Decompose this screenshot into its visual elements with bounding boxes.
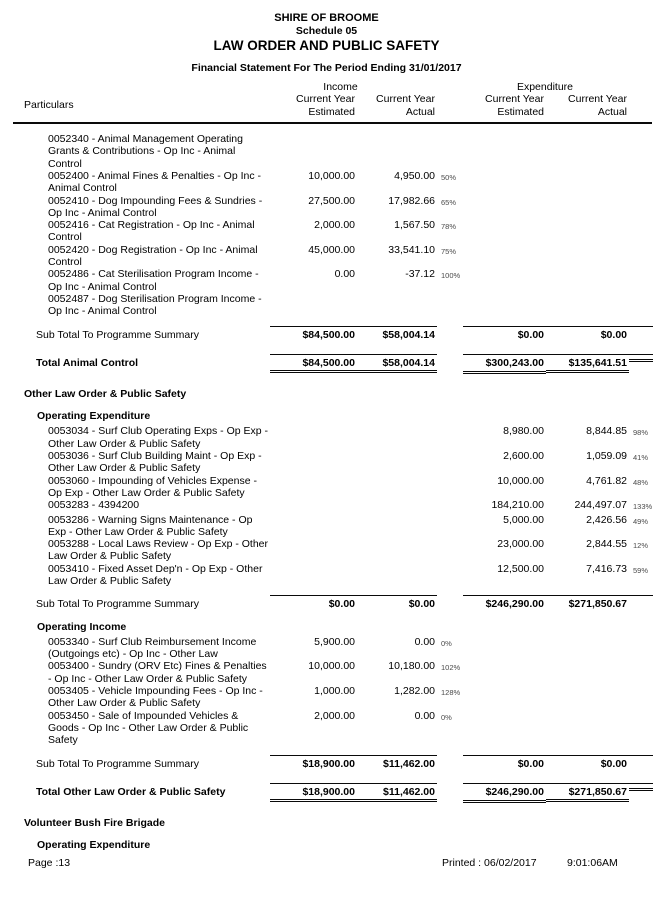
income-actual-cell: [357, 293, 437, 294]
expenditure-actual-cell: $135,641.51: [546, 354, 629, 373]
particulars-cell: 0052420 - Dog Registration - Op Inc - Animal Control: [48, 243, 258, 269]
income-estimated-cell: $18,900.00: [270, 755, 357, 770]
expenditure-actual-cell: [546, 839, 629, 840]
particulars-cell: 0052487 - Dog Sterilisation Program Income - Op Inc - Animal Control: [48, 292, 262, 318]
detail-row: [24, 475, 653, 500]
income-estimated-column-header: [270, 93, 357, 118]
particulars-cell: 0052400 - Animal Fines & Penalties - Op Inc - Animal Control: [48, 169, 262, 195]
income-estimated-cell: 45,000.00: [308, 243, 355, 256]
particulars-cell: 0053060 - Impounding of Vehicles Expense - Op Exp - Other Law Order & Public Safety: [48, 474, 257, 499]
expenditure-percent-cell: [629, 268, 653, 271]
table-column-header: [13, 81, 652, 124]
income-estimated-cell: 1,000.00: [314, 685, 355, 698]
detail-row: [24, 219, 653, 244]
income-actual-cell: [357, 425, 437, 426]
expenditure-estimated-cell: [463, 133, 546, 134]
income-actual-cell: [357, 817, 437, 818]
detail-row: [24, 660, 653, 685]
detail-row: [24, 499, 653, 513]
subsection-row: [24, 621, 653, 633]
income-actual-cell: 4,950.00: [394, 169, 435, 182]
income-actual-cell: [357, 563, 437, 564]
expenditure-estimated-cell: [463, 710, 546, 711]
expenditure-percent-cell: [629, 219, 653, 222]
income-percent-cell: 100%: [441, 271, 461, 281]
subsection-row: [24, 410, 653, 422]
detail-row: [24, 710, 653, 747]
detail-row: [24, 170, 653, 195]
income-estimated-cell: 2,000.00: [314, 709, 355, 722]
particulars-cell: 0053450 - Sale of Impounded Vehicles & Goods - Op Inc - Other Law Order & Public Safety: [48, 709, 249, 747]
total-row: [24, 354, 653, 374]
income-estimated-cell: [270, 475, 357, 476]
expenditure-percent-cell: [629, 293, 653, 296]
expenditure-actual-cell: [546, 293, 629, 294]
spacer: [437, 81, 463, 93]
income-percent-cell: [437, 354, 463, 357]
income-percent-cell: 0%: [441, 712, 452, 722]
income-percent-cell: 128%: [441, 688, 461, 698]
table-body: [24, 124, 653, 851]
income-actual-cell: [357, 621, 437, 622]
income-percent-cell: [437, 817, 463, 820]
income-estimated-cell: [270, 450, 357, 451]
income-actual-cell: [357, 388, 437, 389]
expenditure-actual-column-header: [546, 93, 629, 118]
detail-row: [24, 636, 653, 661]
particulars-cell: 0052410 - Dog Impounding Fees & Sundries - Op Inc - Animal Control: [48, 194, 263, 219]
expenditure-estimated-cell: [463, 170, 546, 171]
income-percent-cell: [437, 595, 463, 598]
income-estimated-cell: [270, 410, 357, 411]
income-group-label: Income: [323, 81, 358, 94]
income-percent-cell: 75%: [441, 246, 457, 256]
income-percent-cell: [437, 475, 463, 478]
income-actual-cell: 1,567.50: [394, 219, 435, 232]
particulars-cell: Sub Total To Programme Summary: [36, 328, 200, 341]
income-estimated-cell: $0.00: [270, 595, 357, 610]
expenditure-estimated-cell: 12,500.00: [497, 562, 544, 575]
income-estimated-cell: [270, 839, 357, 840]
page-number: Page :13: [28, 857, 71, 869]
income-actual-cell: $0.00: [357, 595, 437, 610]
expenditure-actual-cell: 7,416.73: [586, 562, 627, 575]
expenditure-estimated-cell: [463, 685, 546, 686]
income-actual-column-header: [357, 93, 437, 118]
income-percent-cell: 78%: [441, 222, 457, 232]
income-percent-cell: [437, 499, 463, 502]
detail-row: [24, 268, 653, 293]
income-estimated-cell: 0.00: [334, 268, 355, 281]
expenditure-percent-cell: 41%: [633, 453, 649, 463]
detail-row: [24, 195, 653, 220]
expenditure-actual-cell: [546, 817, 629, 818]
subtotal-row: [24, 595, 653, 610]
expenditure-estimated-cell: [463, 839, 546, 840]
expenditure-actual-cell: $271,850.67: [546, 595, 629, 610]
income-percent-cell: [437, 563, 463, 566]
income-actual-cell: [357, 538, 437, 539]
expenditure-actual-cell: [546, 685, 629, 686]
expenditure-actual-cell: $0.00: [546, 326, 629, 341]
expenditure-actual-cell: 2,426.56: [586, 513, 627, 526]
expenditure-estimated-cell: [463, 636, 546, 637]
expenditure-percent-cell: [629, 839, 653, 842]
expenditure-actual-cell: [546, 388, 629, 389]
detail-row: [24, 293, 653, 318]
expenditure-estimated-cell: 8,980.00: [503, 425, 544, 438]
income-estimated-cell: [270, 388, 357, 389]
estimated-label: Estimated: [308, 105, 355, 118]
expenditure-percent-cell: [629, 170, 653, 173]
expenditure-percent-cell: [629, 660, 653, 663]
particulars-cell: 0053410 - Fixed Asset Dep'n - Op Exp - Other Law Order & Public Safety: [48, 562, 263, 587]
particulars-cell: Volunteer Bush Fire Brigade: [24, 816, 165, 829]
expenditure-percent-cell: [629, 133, 653, 136]
expenditure-percent-cell: [629, 388, 653, 391]
current-year-label: Current Year: [376, 93, 435, 106]
particulars-cell: 0053286 - Warning Signs Maintenance - Op Exp - Other Law Order & Public Safety: [48, 513, 253, 538]
expenditure-actual-cell: 2,844.55: [586, 538, 627, 551]
total-row: [24, 783, 653, 803]
income-estimated-cell: [270, 425, 357, 426]
expenditure-estimated-cell: $246,290.00: [463, 595, 546, 610]
income-percent-cell: 102%: [441, 663, 461, 673]
expenditure-percent-cell: 59%: [633, 565, 649, 575]
income-percent-cell: [437, 425, 463, 428]
expenditure-actual-cell: 4,761.82: [586, 474, 627, 487]
income-estimated-cell: [270, 621, 357, 622]
printed-time: 9:01:06AM: [567, 857, 618, 869]
expenditure-actual-cell: $271,850.67: [546, 783, 629, 802]
income-percent-cell: [437, 450, 463, 453]
expenditure-actual-cell: 8,844.85: [586, 425, 627, 438]
income-percent-cell: 65%: [441, 197, 457, 207]
subtotal-row: [24, 755, 653, 770]
spacer: [24, 81, 270, 93]
section-row: [24, 388, 653, 400]
expenditure-percent-cell: [629, 817, 653, 820]
income-actual-cell: [357, 839, 437, 840]
expenditure-actual-cell: [546, 710, 629, 711]
expenditure-actual-cell: [546, 410, 629, 411]
detail-row: [24, 514, 653, 539]
expenditure-group-label: Expenditure: [516, 81, 574, 94]
income-actual-cell: [357, 475, 437, 476]
income-actual-cell: 33,541.10: [388, 243, 435, 256]
particulars-cell: Operating Income: [37, 620, 127, 633]
income-estimated-cell: $84,500.00: [270, 326, 357, 341]
report-title: LAW ORDER AND PUBLIC SAFETY: [213, 37, 440, 53]
particulars-cell: Sub Total To Programme Summary: [36, 598, 200, 611]
estimated-label: Estimated: [497, 105, 544, 118]
income-actual-cell: 0.00: [414, 635, 435, 648]
expenditure-estimated-cell: [463, 660, 546, 661]
income-estimated-cell: 10,000.00: [308, 660, 355, 673]
expenditure-actual-cell: 1,059.09: [586, 450, 627, 463]
expenditure-estimated-cell: 2,600.00: [503, 450, 544, 463]
expenditure-estimated-column-header: [463, 93, 546, 118]
expenditure-percent-cell: [629, 195, 653, 198]
income-estimated-cell: 2,000.00: [314, 219, 355, 232]
actual-label: Actual: [405, 105, 435, 118]
particulars-cell: 0053288 - Local Laws Review - Op Exp - Other Law Order & Public Safety: [48, 538, 269, 563]
expenditure-actual-cell: [546, 244, 629, 245]
income-percent-cell: [437, 514, 463, 517]
income-actual-cell: 10,180.00: [388, 660, 435, 673]
particulars-cell: 0052486 - Cat Sterilisation Program Income - Op Inc - Animal Control: [48, 268, 259, 293]
current-year-label: Current Year: [296, 93, 355, 106]
expenditure-actual-cell: [546, 621, 629, 622]
subsection-row: [24, 839, 653, 851]
income-estimated-cell: [270, 563, 357, 564]
particulars-cell: 0053034 - Surf Club Operating Exps - Op Exp - Other Law Order & Public Safety: [48, 425, 269, 450]
income-actual-cell: 1,282.00: [394, 685, 435, 698]
expenditure-percent-cell: [629, 710, 653, 713]
expenditure-actual-cell: [546, 636, 629, 637]
expenditure-actual-cell: [546, 195, 629, 196]
schedule-number: Schedule 05: [295, 25, 358, 38]
expenditure-estimated-cell: $0.00: [463, 755, 546, 770]
expenditure-estimated-cell: 10,000.00: [497, 474, 544, 487]
expenditure-percent-cell: [629, 755, 653, 759]
current-year-label: Current Year: [485, 93, 544, 106]
expenditure-actual-cell: 244,497.07: [574, 499, 627, 512]
particulars-cell: 0053283 - 4394200: [48, 499, 140, 512]
expenditure-percent-cell: [629, 595, 653, 599]
income-percent-cell: 50%: [441, 172, 457, 182]
particulars-cell: Operating Expenditure: [37, 839, 151, 852]
expenditure-estimated-cell: 23,000.00: [497, 538, 544, 551]
expenditure-estimated-cell: $0.00: [463, 326, 546, 341]
expenditure-percent-cell: [629, 326, 653, 330]
printed-date: Printed : 06/02/2017: [442, 857, 537, 869]
expenditure-estimated-cell: [463, 244, 546, 245]
detail-row: [24, 450, 653, 475]
income-estimated-cell: 10,000.00: [308, 169, 355, 182]
expenditure-estimated-cell: 184,210.00: [491, 499, 544, 512]
expenditure-actual-cell: [546, 170, 629, 171]
subtotal-row: [24, 326, 653, 341]
particulars-cell: 0053405 - Vehicle Impounding Fees - Op Inc - Other Law Order & Public Safety: [48, 685, 263, 710]
income-estimated-cell: 27,500.00: [308, 194, 355, 207]
document-header: [0, 12, 653, 74]
detail-row: [24, 538, 653, 563]
income-actual-cell: -37.12: [405, 268, 435, 281]
income-percent-cell: [437, 326, 463, 329]
income-estimated-cell: [270, 293, 357, 294]
expenditure-percent-cell: 49%: [633, 516, 649, 526]
expenditure-percent-cell: 48%: [633, 477, 649, 487]
expenditure-estimated-cell: [463, 410, 546, 411]
expenditure-estimated-cell: 5,000.00: [503, 513, 544, 526]
income-actual-cell: [357, 450, 437, 451]
income-estimated-cell: [270, 817, 357, 818]
expenditure-actual-cell: [546, 219, 629, 220]
organisation-name: SHIRE OF BROOME: [274, 12, 379, 24]
income-percent-cell: [437, 783, 463, 786]
current-year-label: Current Year: [568, 93, 627, 106]
income-estimated-cell: $18,900.00: [270, 783, 357, 802]
expenditure-percent-cell: [629, 244, 653, 247]
expenditure-actual-cell: $0.00: [546, 755, 629, 770]
income-percent-cell: [437, 538, 463, 541]
report-period: Financial Statement For The Period Ending 31/01/2017: [191, 61, 462, 74]
detail-row: [24, 133, 653, 170]
particulars-column-header: Particulars: [24, 98, 74, 111]
income-actual-cell: $11,462.00: [357, 783, 437, 802]
section-row: [24, 817, 653, 829]
expenditure-percent-cell: [629, 783, 653, 791]
expenditure-percent-cell: 98%: [633, 428, 649, 438]
expenditure-actual-cell: [546, 660, 629, 661]
expenditure-percent-cell: 12%: [633, 541, 649, 551]
particulars-cell: Sub Total To Programme Summary: [36, 757, 200, 770]
income-actual-cell: $58,004.14: [357, 354, 437, 373]
expenditure-estimated-cell: [463, 195, 546, 196]
income-actual-cell: 17,982.66: [388, 194, 435, 207]
expenditure-percent-cell: 133%: [633, 502, 653, 512]
income-percent-cell: [437, 293, 463, 296]
income-actual-cell: $11,462.00: [357, 755, 437, 770]
income-estimated-cell: 5,900.00: [314, 635, 355, 648]
income-actual-cell: [357, 410, 437, 411]
detail-row: [24, 425, 653, 450]
income-estimated-cell: [270, 133, 357, 134]
income-percent-cell: 0%: [441, 638, 452, 648]
income-estimated-cell: [270, 499, 357, 500]
income-actual-cell: [357, 514, 437, 515]
income-estimated-cell: [270, 514, 357, 515]
income-percent-cell: [437, 133, 463, 136]
particulars-cell: 0052340 - Animal Management Operating Grants & Contributions - Op Inc - Animal Control: [48, 133, 243, 170]
page-footer: [0, 857, 653, 871]
income-percent-cell: [437, 388, 463, 391]
income-actual-cell: $58,004.14: [357, 326, 437, 341]
income-percent-cell: [437, 839, 463, 842]
expenditure-estimated-cell: [463, 293, 546, 294]
income-percent-cell: [437, 410, 463, 413]
expenditure-estimated-cell: [463, 817, 546, 818]
income-actual-cell: [357, 133, 437, 134]
expenditure-actual-cell: [546, 133, 629, 134]
expenditure-estimated-cell: [463, 268, 546, 269]
particulars-cell: 0053036 - Surf Club Building Maint - Op Exp - Other Law Order & Public Safety: [48, 450, 262, 475]
particulars-cell: 0053340 - Surf Club Reimbursement Income (Outgoings etc) - Op Inc - Other Law: [48, 635, 257, 661]
expenditure-percent-cell: [629, 685, 653, 688]
income-percent-cell: [437, 621, 463, 624]
expenditure-estimated-cell: [463, 621, 546, 622]
particulars-cell: 0053400 - Sundry (ORV Etc) Fines & Penalties - Op Inc - Other Law Order & Public Safety: [48, 660, 267, 685]
expenditure-estimated-cell: [463, 219, 546, 220]
particulars-cell: Total Animal Control: [36, 356, 139, 369]
detail-row: [24, 685, 653, 710]
expenditure-percent-cell: [629, 621, 653, 624]
expenditure-actual-cell: [546, 268, 629, 269]
expenditure-percent-cell: [629, 410, 653, 413]
actual-label: Actual: [597, 105, 627, 118]
expenditure-estimated-cell: $300,243.00: [463, 354, 546, 374]
income-percent-cell: [437, 755, 463, 758]
expenditure-percent-cell: [629, 636, 653, 639]
income-estimated-cell: $84,500.00: [270, 354, 357, 373]
particulars-cell: Other Law Order & Public Safety: [24, 387, 187, 400]
particulars-cell: Total Other Law Order & Public Safety: [36, 785, 226, 798]
expenditure-estimated-cell: $246,290.00: [463, 783, 546, 803]
income-actual-cell: [357, 499, 437, 500]
income-actual-cell: 0.00: [414, 709, 435, 722]
expenditure-percent-cell: [629, 354, 653, 362]
detail-row: [24, 563, 653, 588]
income-estimated-cell: [270, 538, 357, 539]
detail-row: [24, 244, 653, 269]
particulars-cell: 0052416 - Cat Registration - Op Inc - Animal Control: [48, 219, 255, 244]
expenditure-estimated-cell: [463, 388, 546, 389]
particulars-cell: Operating Expenditure: [37, 410, 151, 423]
